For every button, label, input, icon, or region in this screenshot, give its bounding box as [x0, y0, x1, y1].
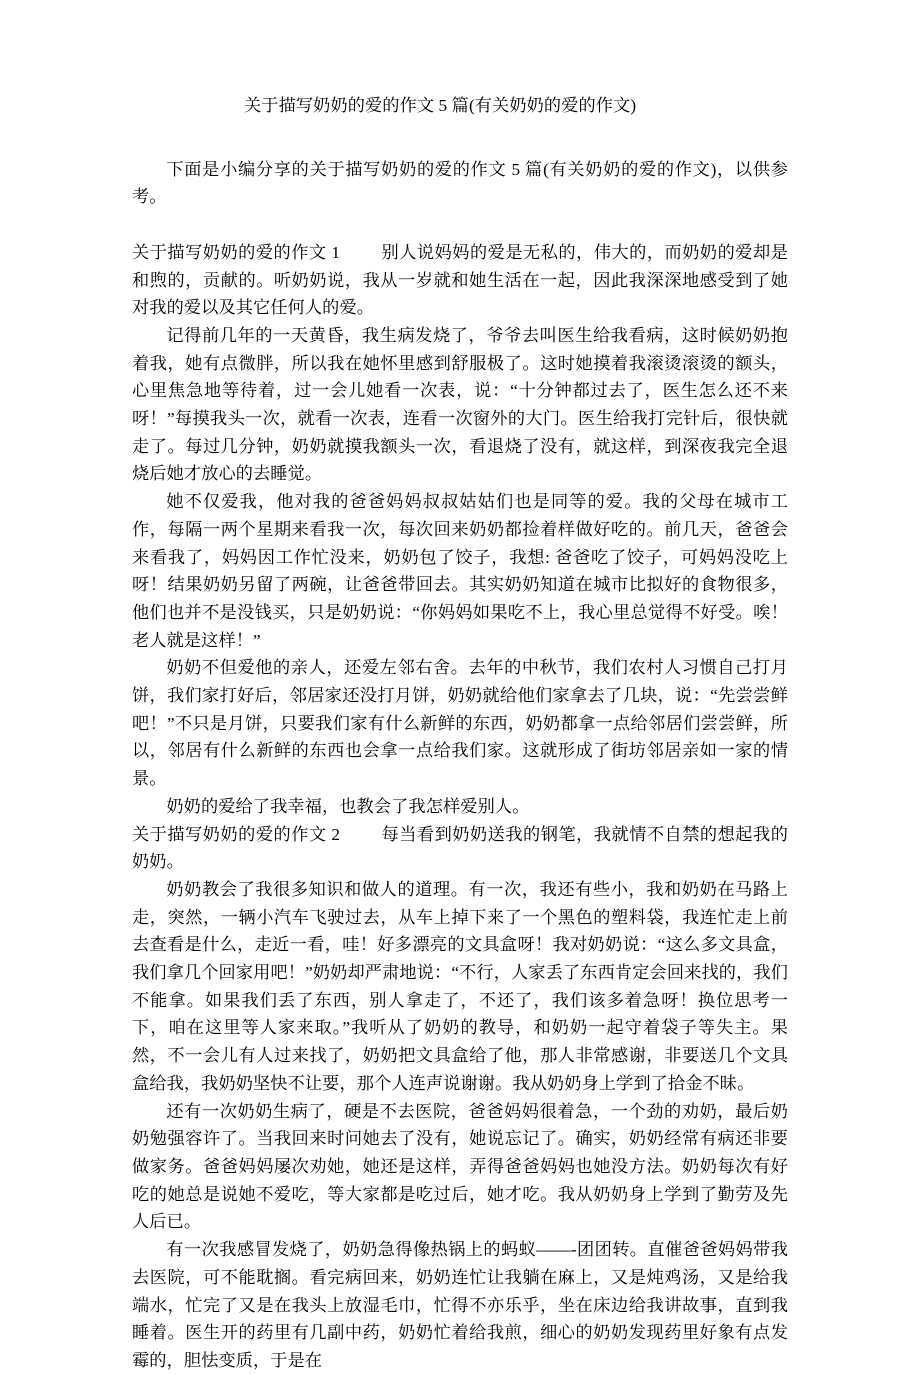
section-heading: 关于描写奶奶的爱的作文 1 [132, 242, 341, 262]
section-lead-paragraph [132, 821, 788, 876]
body-paragraph: 还有一次奶奶生病了，硬是不去医院，爸爸妈妈很着急，一个劲的劝奶，最后奶奶勉强容许了。当我回来时问她去了没有，她说忘记了。确实，奶奶经常有病还非要做家务。爸爸妈妈屡次劝她，她还是这样，弄得爸爸妈妈也她没方法。奶奶每次有好吃的她总是说她不爱吃，等大家都是吃过后，她才吃。我从奶奶身上学到了勤劳及先人后已。 [132, 1101, 788, 1232]
blank-line [132, 211, 788, 239]
body-paragraph: 奶奶教会了我很多知识和做人的道理。有一次，我还有些小，我和奶奶在马路上走，突然，一辆小汽车飞驶过去，从车上掉下来了一个黑色的塑料袋，我连忙走上前去查看是什么，走近一看，哇！好多漂亮的文具盒呀！我对奶奶说：“这么多文具盒，我们拿几个回家用吧！”奶奶却严肃地说：“不行，人家丢了东西肯定会回来找的，我们不能拿。如果我们丢了东西，别人拿走了，不还了，我们该多着急呀！换位思考一下，咱在这里等人家来取。”我听从了奶奶的教导，和奶奶一起守着袋子等失主。果然，不一会儿有人过来找了，奶奶把文具盒给了他，那人非常感谢，非要送几个文具盒给我，我奶奶坚快不让要，那个人连声说谢谢。我从奶奶身上学到了拾金不昧。 [132, 879, 788, 1093]
document-body [132, 239, 788, 1375]
body-paragraph: 记得前几年的一天黄昏，我生病发烧了，爷爷去叫医生给我看病，这时候奶奶抱着我，她有点微胖，所以我在她怀里感到舒服极了。这时她摸着我滚烫滚烫的额头，心里焦急地等待着，过一会儿她看一次表，说：“十分钟都过去了，医生怎么还不来呀！”每摸我头一次，就看一次表，连看一次窗外的大门。医生给我打完针后，很快就走了。每过几分钟，奶奶就摸我额头一次，看退烧了没有，就这样，到深夜我完全退烧后她才放心的去睡觉。 [132, 325, 788, 484]
section-heading: 关于描写奶奶的爱的作文 2 [132, 824, 341, 844]
document-content [132, 92, 788, 1375]
body-paragraph: 奶奶的爱给了我幸福，也教会了我怎样爱别人。 [166, 796, 530, 816]
intro-paragraph: 下面是小编分享的关于描写奶奶的爱的作文 5 篇(有关奶奶的爱的作文)，以供参考。 [132, 159, 788, 207]
section-opening: 每当看到奶奶送我的钢笔，我就情不自禁的想起我的奶奶。 [132, 824, 788, 872]
section-lead-paragraph [132, 239, 788, 322]
document-title: 关于描写奶奶的爱的作文 5 篇(有关奶奶的爱的作文) [244, 96, 637, 115]
body-paragraph: 奶奶不但爱他的亲人，还爱左邻右舍。去年的中秋节，我们农村人习惯自己打月饼，我们家打好后，邻居家还没打月饼，奶奶就给他们家拿去了几块，说：“先尝尝鲜吧！”不只是月饼，只要我们家有什么新鲜的东西，奶奶都拿一点给邻居们尝尝鲜，所以，邻居有什么新鲜的东西也会拿一点给我们家。这就形成了街坊邻居亲如一家的情景。 [132, 658, 788, 789]
body-paragraph: 她不仅爱我，他对我的爸爸妈妈叔叔姑姑们也是同等的爱。我的父母在城市工作，每隔一两个星期来看我一次，每次回来奶奶都捡着样做好吃的。前几天，爸爸会来看我了，妈妈因工作忙没来，奶奶包了饺子，我想: 爸爸吃了饺子，可妈妈没吃上呀！结果奶奶另留了两碗，让爸爸带回去。其实奶奶知道在城市比拟好的食物很多，他们也并不是没钱买，只是奶奶说：“你妈妈如果吃不上，我心里总觉得不好受。唉！老人就是这样！” [132, 492, 788, 650]
body-paragraph: 有一次我感冒发烧了，奶奶急得像热锅上的蚂蚁——-团团转。直催爸爸妈妈带我去医院，可不能耽搁。看完病回来，奶奶连忙让我躺在麻上，又是炖鸡汤，又是给我端水，忙完了又是在我头上放湿毛巾，忙得不亦乐乎，坐在床边给我讲故事，直到我睡着。医生开的药里有几副中药，奶奶忙着给我煎，细心的奶奶发现药里好象有点发霉的，胆怯变质，于是在 [132, 1240, 788, 1370]
section-opening: 别人说妈妈的爱是无私的，伟大的，而奶奶的爱却是和煦的，贡献的。听奶奶说，我从一岁就和她生活在一起，因此我深深地感受到了她对我的爱以及其它任何人的爱。 [132, 242, 788, 318]
